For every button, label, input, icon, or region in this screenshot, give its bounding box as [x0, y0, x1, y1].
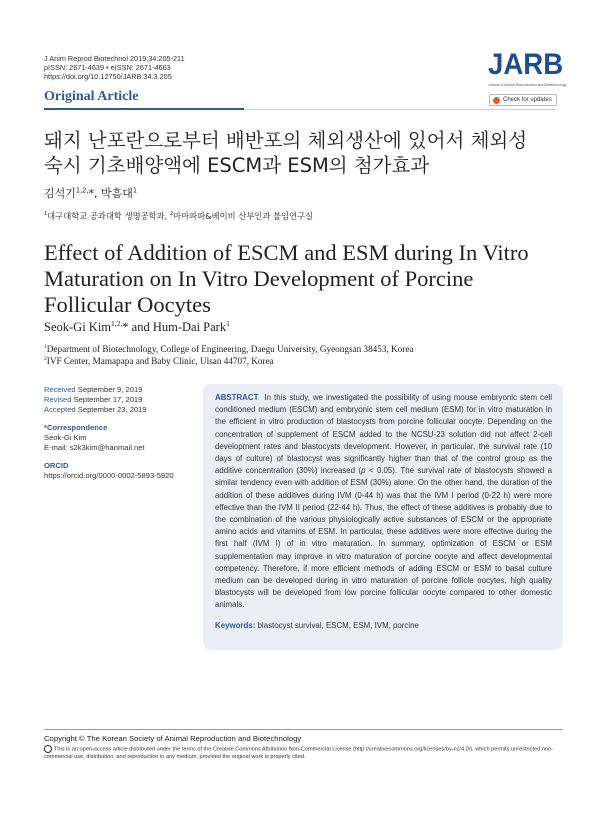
affil-sup: 1	[44, 343, 47, 350]
korean-title-line: 숙시 기초배양액에 ESCM과 ESM의 첨가효과	[44, 154, 430, 177]
affiliation: 마마파파&베이비 산부인과 불임연구실	[173, 211, 314, 221]
author-name: Hum-Dai Park	[152, 320, 227, 334]
check-updates-icon	[493, 97, 500, 104]
check-updates-button[interactable]	[489, 94, 557, 106]
accepted-label: Accepted	[44, 405, 76, 414]
header-rule-gray	[244, 109, 556, 110]
english-title-line: Maturation on In Vitro Development of Porcine	[44, 266, 474, 291]
english-title	[44, 240, 574, 318]
author-affil-sup: 1,2,	[111, 318, 123, 328]
creative-commons-icon	[44, 745, 52, 753]
korean-title-line: 돼지 난포란으로부터 배반포의 체외생산에 있어서 체외성	[44, 129, 528, 152]
license-statement: This is an open-access article distributed under the terms of the Creative Commons Attribution Non-Commercial License (http://creativecommons.org/licenses/by-nc/4.0/), which permits unrestricted non-commercial use, distribution, and reproduction in any medium, provided the original work is properly cited.	[44, 746, 553, 761]
affil-sup: 2	[169, 211, 174, 218]
revised-date: September 17, 2019	[73, 395, 143, 404]
english-authors	[44, 320, 230, 335]
author-affil-sup: 1	[132, 186, 138, 195]
journal-issn: pISSN: 2671-4639 • eISSN: 2671-4663	[44, 63, 171, 73]
received-row	[44, 385, 196, 395]
keywords-label: Keywords:	[215, 620, 256, 630]
abstract-box	[203, 384, 563, 650]
english-title-line: Follicular Oocytes	[44, 292, 211, 317]
author-name: Seok-Gi Kim	[44, 320, 112, 334]
korean-authors	[44, 185, 137, 201]
revised-label: Revised	[44, 395, 72, 404]
english-affiliations	[44, 344, 414, 367]
abstract-heading: ABSTRACT	[215, 393, 259, 402]
author-affil-sup: 1,2,	[75, 186, 89, 195]
abstract-text: In this study, we investigated the possibility of using mouse embryonic stem cell conditioned medium (ESCM) and embryonic stem cell medium (ESM) for in vitro maturation in the efficient in vitro production of blastocysts from porcine follicular oocyte. Depending on the concentration of supplement of ESCM added to the NCSU-23 solution did not affect 2-cell development rates and blastocysts development. However, in particular, the survival rate (10 days of culture) of blastocyst was significantly higher than that of the control group as the additive concentration (30%) increased (	[215, 393, 552, 476]
journal-citation: J Anim Reprod Biotechnol 2019;34:205-211	[44, 54, 185, 63]
affiliation: 대구대학교 공과대학 생명공학과,	[47, 211, 170, 221]
keywords-list: blastocyst survival, ESCM, ESM, IVM, porcine	[257, 620, 419, 630]
journal-meta	[44, 54, 185, 82]
abstract-text: < 0.05). The survival rate of blastocysts showed a similar tendency even with addition of ESM (30%) alone. On the other hand, the duration of the addition of these additives during IVM (0-44 h) was that the IVM I period (0-22 h) were more effective than the IVM II period (22-44 h). Thus, the effect of these additives is probably due to the combination of the various physiologically active substances of ESCM or the appropriate amino acids and vitamins of ESM. In particular, these additives were more effective during the first half (IVM I) of in vitro maturation. In summary, optimization of ESCM or ESM supplementation may improve in vitro maturation of porcine oocyte and affect developmental competency. Therefore, if more efficient methods of adding ESCM or ESM to basal culture medium can be developed during in vitro maturation of porcine follicle oocytes, high quality blastocysts will be developed from low porcine follicular oocyte compared to other domestic animals.	[215, 466, 553, 610]
p-symbol: p	[361, 466, 366, 476]
affiliation-row	[44, 344, 414, 356]
received-date: September 9, 2019	[77, 385, 143, 394]
affiliation: Department of Biotechnology, College of Engineering, Daegu University, Gyeongsan 38453, Korea	[46, 344, 414, 354]
article-info-sidebar	[44, 385, 196, 481]
article-type: Original Article	[44, 89, 139, 104]
revised-row	[44, 395, 196, 405]
orcid-heading: ORCID	[44, 461, 69, 470]
journal-doi[interactable]: https://doi.org/10.12750/JARB.34.3.205	[44, 72, 172, 82]
author-name: 김석기	[44, 187, 76, 200]
received-label: Received	[44, 385, 76, 394]
author-conjunction: and	[128, 320, 153, 334]
correspondence-email[interactable]: E-mail: s2k3kim@hanmail.net	[44, 443, 145, 452]
orcid-link[interactable]: https://orcid.org/0000-0002-5893-5920	[44, 471, 174, 480]
author-name: 박흠대	[100, 187, 133, 200]
keywords-row	[215, 620, 552, 632]
accepted-row	[44, 405, 196, 415]
author-separator: ,	[93, 187, 101, 200]
corresponding-mark: *	[122, 320, 129, 334]
author-affil-sup: 1	[226, 318, 230, 328]
affiliation-row	[44, 356, 414, 368]
affiliation: IVF Center, Mamapapa and Baby Clinic, Ulsan 44707, Korea	[46, 355, 274, 366]
korean-title	[44, 128, 564, 178]
abstract-body	[215, 392, 552, 612]
journal-logo: JARB	[488, 48, 564, 81]
accepted-date: September 23, 2019	[77, 405, 147, 414]
journal-logo-subtitle: Journal of Animal Reproduction and Biotechnology	[488, 83, 567, 87]
correspondence-heading: *Correspondence	[44, 423, 108, 432]
affil-sup: 2	[44, 355, 47, 362]
copyright: Copyright © The Korean Society of Animal Reproduction and Biotechnology	[44, 734, 302, 743]
corresponding-mark: *	[88, 187, 94, 200]
english-title-line: Effect of Addition of ESCM and ESM during In Vitro	[44, 240, 529, 265]
license-text	[44, 745, 564, 762]
footer-rule	[44, 729, 563, 730]
affil-sup: 1	[44, 211, 48, 218]
correspondence-name: Seok-Gi Kim	[44, 433, 87, 442]
header-rule	[44, 108, 244, 110]
korean-affiliations	[44, 210, 313, 222]
check-updates-label: Check for updates	[503, 97, 552, 103]
